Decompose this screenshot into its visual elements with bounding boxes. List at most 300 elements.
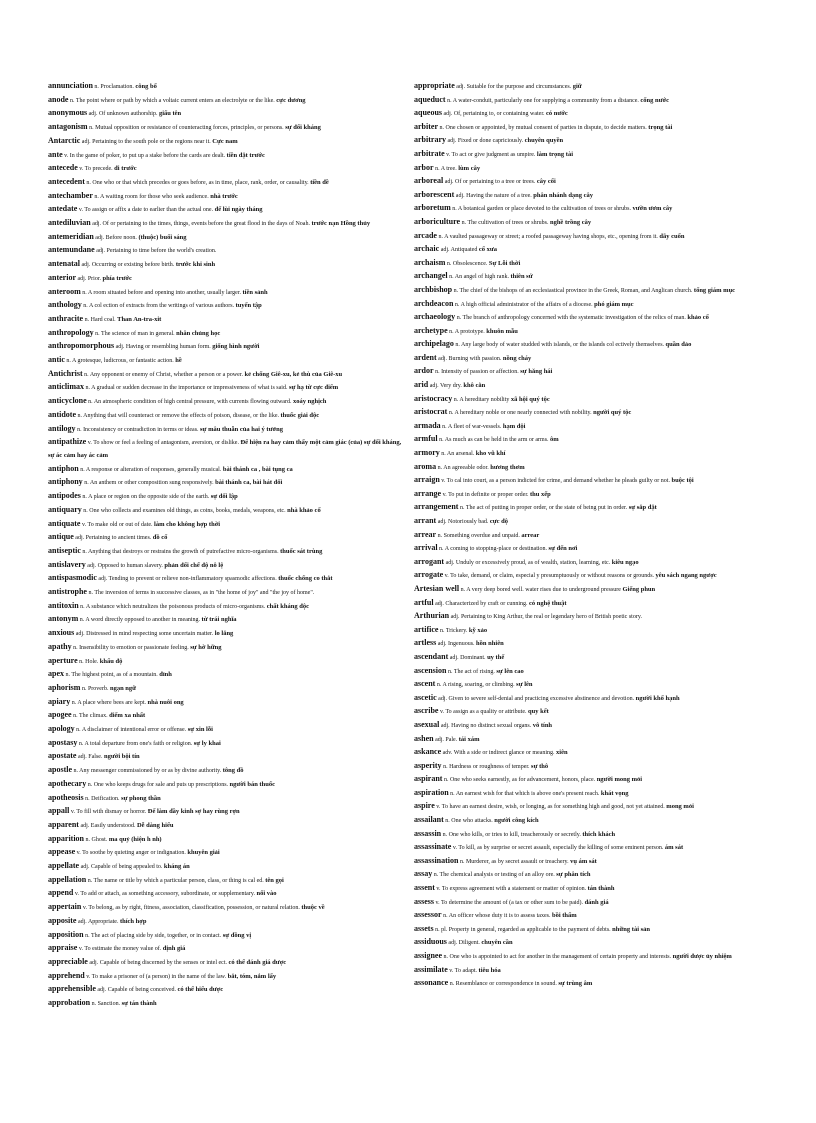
definition: n. A substance which neutralizes the poisonous products of micro-organisms.: [78, 603, 267, 610]
translation: ma quỷ (hiện h nh): [108, 835, 162, 843]
definition: n. Any large body of water studded with islands, or the islands col ectively themselves.: [453, 342, 666, 349]
headword: Antarctic: [48, 135, 81, 145]
translation: tổng giám mục: [693, 286, 736, 294]
headword: ascetic: [414, 692, 437, 702]
headword: apostasy: [48, 737, 78, 747]
definition: n. An anthem or other composition sung responsively.: [82, 480, 216, 487]
headword: arrant: [414, 516, 437, 525]
translation: chuyên quyền: [524, 137, 564, 145]
definition: adj. Pertaining to ancient times.: [73, 535, 153, 542]
headword: antislavery: [48, 559, 86, 569]
entry-antarctic: [48, 135, 408, 149]
translation: chuyên cần: [481, 939, 513, 947]
entry-anticlimax: [48, 381, 408, 395]
entry-antiseptic: [48, 545, 408, 559]
translation: bài thánh ca, bài hát đối: [215, 479, 283, 487]
translation: vườn ươm cây: [632, 205, 673, 213]
definition: adj. Pertaining to the south pole or the regions near it.: [80, 138, 213, 145]
entry-anticyclone: [48, 395, 408, 409]
definition: n. The act of putting in proper order, or the state of being put in order.: [458, 505, 629, 512]
definition: n. A fleet of war-vessels.: [440, 423, 503, 430]
translation: (thuộc) buổi sáng: [138, 233, 187, 241]
headword: antitoxin: [48, 600, 79, 610]
entry-apposite: [48, 915, 408, 929]
translation: ám sát: [664, 844, 684, 852]
definition: adj. Given to severe self-denial and practicing excessive abstinence and devotion.: [436, 695, 636, 702]
translation: người quý tộc: [593, 409, 632, 417]
headword: ascribe: [414, 706, 439, 716]
translation: thuốc giải độc: [280, 411, 320, 419]
entry-antemeridian: [48, 231, 408, 245]
headword: arrear: [414, 529, 437, 539]
translation: nối vào: [256, 890, 277, 898]
translation: có nước: [546, 110, 568, 118]
entry-assassination: [414, 855, 786, 869]
entry-archangel: [414, 270, 786, 284]
definition: n. The name or title by which a particular person, class, or thing is cal ed.: [86, 877, 266, 884]
headword: antipathize: [48, 437, 87, 447]
entry-antonym: [48, 613, 408, 627]
headword: arcade: [414, 230, 437, 240]
entry-assonance: [414, 977, 786, 991]
translation: phản đối chế độ nô lệ: [164, 561, 224, 569]
entry-artesian-well: [414, 583, 786, 597]
headword: assimilate: [414, 964, 448, 974]
definition: adj. Diligent.: [446, 940, 482, 947]
headword: anthropology: [48, 327, 94, 337]
definition: adj. Having or resembling human form.: [114, 344, 213, 351]
definition: v. To soothe by quieting anger or indignation.: [75, 850, 188, 857]
translation: kẻ chống Giê-xu, kẻ thù của Giê-xu: [244, 370, 343, 378]
definition: n. pl. Property in general, regarded as applicable to the payment of debts.: [433, 926, 613, 933]
definition: adj. Capable of being discerned by the senses or intel ect.: [87, 960, 229, 966]
headword: anthology: [48, 300, 82, 310]
entry-appertain: [48, 901, 408, 915]
headword: ardor: [414, 366, 434, 376]
entry-aphorism: [48, 682, 408, 696]
headword: assonance: [414, 978, 449, 988]
entry-antipathize: [48, 436, 408, 462]
entry-assailant: [414, 814, 786, 828]
entry-anthropomorphous: [48, 340, 408, 354]
entry-aqueous: [414, 107, 786, 121]
definition: n. An earnest wish for that which is above one's present reach.: [448, 790, 601, 797]
translation: tiền sảnh: [242, 288, 268, 296]
definition: n. Inconsistency or contradiction in terms or ideas.: [75, 426, 201, 433]
definition: n. The highest point, as of a mountain.: [64, 672, 160, 679]
definition: n. A prototype.: [447, 328, 487, 335]
entry-archipelago: [414, 338, 786, 352]
definition: adj. Appropriate.: [76, 918, 120, 925]
translation: tông đồ: [222, 767, 244, 775]
translation: thuốc sát trùng: [280, 547, 323, 555]
definition: n. An officer whose duty it is to assess taxes.: [441, 913, 552, 920]
translation: bắt, tóm, nắm lấy: [227, 972, 277, 980]
headword: anticlimax: [48, 382, 84, 392]
translation: cống nước: [640, 96, 670, 104]
headword: antilogy: [48, 423, 76, 433]
translation: xiên: [556, 749, 568, 757]
entry-append: [48, 887, 408, 901]
headword: ashen: [414, 733, 434, 743]
translation: sự đối kháng: [285, 124, 321, 132]
definition: v. To take, demand, or claim, especial y presumptuously or without reasons or grounds.: [443, 573, 656, 580]
definition: adj. Unduly or excessively proud, as of wealth, station, learning, etc.: [444, 559, 612, 566]
definition: adj. Antiquated: [439, 247, 479, 254]
definition: n. Something overdue and unpaid.: [436, 532, 522, 539]
translation: sự mâu thuẫn của hai ý tưởng: [200, 425, 283, 433]
entry-assassin: [414, 828, 786, 842]
translation: cực độ: [489, 518, 509, 525]
entry-antagonism: [48, 121, 408, 135]
definition: n. Hardness or roughness of temper.: [441, 763, 532, 770]
translation: để lùi ngày tháng: [214, 206, 263, 214]
entry-apiary: [48, 696, 408, 710]
definition: n. The branch of anthropology concerned with the systematic investigation of the relics of man.: [455, 315, 688, 322]
definition: v. To act or give judgment as umpire.: [444, 151, 537, 158]
translation: sự trùng âm: [558, 980, 593, 988]
entry-antislavery: [48, 559, 408, 573]
translation: kiêu ngạo: [611, 558, 639, 566]
headword: appropriate: [414, 81, 455, 90]
headword: antidote: [48, 409, 76, 419]
entry-arraign: [414, 474, 786, 488]
headword: apparition: [48, 833, 85, 843]
headword: antiquary: [48, 504, 82, 514]
headword: anode: [48, 94, 69, 104]
definition: adj. Pertaining to time before the world's creation.: [94, 248, 217, 255]
entry-archaism: [414, 257, 786, 271]
translation: xã hội quý tộc: [510, 395, 550, 403]
translation: sự hăng hái: [520, 368, 553, 376]
headword: archangel: [414, 271, 448, 281]
definition: v. To add or attach, as something accessory, subordinate, or supplementary.: [73, 891, 257, 898]
definition: v. To make old or out of date.: [80, 521, 155, 528]
entry-archaic: [414, 243, 786, 257]
headword: apology: [48, 724, 75, 734]
entry-antenatal: [48, 258, 408, 272]
headword: apothecary: [48, 778, 87, 788]
translation: định giá: [162, 945, 186, 953]
definition: n. A waiting room for those who seek audience.: [92, 193, 211, 200]
translation: trước khi sinh: [175, 261, 216, 269]
headword: ascent: [414, 679, 436, 689]
translation: nhà khảo cổ: [287, 506, 321, 514]
headword: anthracite: [48, 313, 84, 323]
headword: ascendant: [414, 651, 449, 661]
headword: arrogant: [414, 556, 445, 566]
definition: n. A gradual or sudden decrease in the importance or impressiveness of what is said.: [84, 385, 289, 392]
definition: n. One who seeks earnestly, as for advancement, honors, place.: [442, 777, 597, 784]
entry-ascribe: [414, 705, 786, 719]
headword: askance: [414, 747, 442, 757]
definition: adv. With a side or indirect glance or meaning.: [441, 750, 557, 757]
definition: n. A rising, soaring, or climbing.: [435, 682, 517, 689]
translation: cổ xưa: [478, 246, 498, 254]
definition: v. To assign or affix a date to earlier than the actual one.: [77, 207, 215, 214]
definition: n. A grotesque, ludicrous, or fantastic action.: [64, 358, 176, 365]
entry-apostasy: [48, 737, 408, 751]
translation: sự sắp đặt: [628, 504, 657, 512]
translation: nồng cháy: [502, 354, 532, 362]
translation: có nghệ thuật: [529, 599, 567, 607]
translation: sự đến nơi: [548, 545, 578, 553]
headword: approbation: [48, 998, 91, 1008]
headword: arrival: [414, 543, 438, 553]
entry-assay: [414, 868, 786, 882]
definition: adj. Capable of being conceived.: [95, 987, 178, 994]
definition: v. To express agreement with a statement or matter of opinion.: [434, 886, 588, 893]
translation: phía trước: [102, 274, 132, 282]
definition: adj. Easily understood.: [78, 822, 137, 829]
headword: antediluvian: [48, 218, 91, 228]
translation: thu xếp: [530, 490, 551, 498]
entry-arbor: [414, 162, 786, 176]
headword: antistrophe: [48, 587, 87, 597]
entry-assignee: [414, 950, 786, 964]
headword: apex: [48, 669, 64, 679]
headword: asperity: [414, 760, 442, 770]
entry-antic: [48, 354, 408, 368]
headword: archbishop: [414, 284, 453, 294]
entry-antemundane: [48, 244, 408, 258]
headword: ardent: [414, 352, 437, 362]
entry-antilogy: [48, 423, 408, 437]
definition: n. The climax.: [71, 713, 110, 720]
entry-arrival: [414, 542, 786, 556]
definition: adj. False.: [76, 754, 104, 761]
translation: chất kháng độc: [266, 602, 309, 610]
headword: antiquate: [48, 518, 81, 528]
headword: aphorism: [48, 682, 81, 692]
definition: n. Proverb.: [80, 685, 110, 692]
entry-anterior: [48, 272, 408, 286]
entry-apparent: [48, 819, 408, 833]
definition: n. A vaulted passageway or street; a roofed passageway having shops, etc., opening from it.: [436, 233, 660, 240]
definition: n. A word directly opposed to another in meaning.: [78, 617, 202, 624]
headword: apostate: [48, 751, 77, 761]
translation: khuyên giải: [187, 849, 220, 857]
translation: khảo cổ: [687, 314, 709, 322]
entry-arrangement: [414, 501, 786, 515]
entry-anthology: [48, 299, 408, 313]
headword: Arthurian: [414, 611, 450, 621]
headword: anteroom: [48, 286, 81, 296]
entry-appropriate: [414, 80, 786, 94]
entry-ascendant: [414, 651, 786, 665]
definition: adj. Opposed to human slavery.: [85, 562, 165, 569]
headword: antagonism: [48, 122, 88, 132]
translation: trọng tài: [648, 123, 673, 131]
headword: armada: [414, 420, 441, 430]
headword: aqueous: [414, 108, 443, 118]
headword: antiseptic: [48, 545, 81, 555]
translation: khát vọng: [600, 789, 629, 797]
definition: adj. Tending to prevent or relieve non-inflammatory spasmodic affections.: [96, 576, 279, 583]
translation: hồn nhiên: [476, 640, 504, 648]
definition: n. Sanction.: [90, 1001, 122, 1008]
entry-antediluvian: [48, 217, 408, 231]
entry-arcade: [414, 230, 786, 244]
definition: v. To make a prisoner of (a person) in the name of the law.: [84, 973, 228, 980]
entry-arbiter: [414, 121, 786, 135]
translation: tái xám: [458, 735, 480, 743]
definition: n. One who kills, or tries to kill, treacherously or secretly.: [441, 831, 583, 838]
headword: assess: [414, 896, 435, 906]
definition: n. The point where or path by which a voltaic current enters an electrolyte or the like.: [68, 97, 277, 104]
definition: adj. Pale.: [433, 736, 459, 743]
headword: aristocrat: [414, 407, 448, 417]
entry-armful: [414, 433, 786, 447]
headword: assignee: [414, 951, 442, 960]
translation: Than An-tra-xit: [117, 315, 162, 323]
translation: sự hạ từ cực điểm: [288, 384, 339, 392]
entry-antedate: [48, 203, 408, 217]
entry-apposition: [48, 929, 408, 943]
translation: thiên sứ: [510, 273, 533, 281]
entry-ascent: [414, 678, 786, 692]
headword: archaic: [414, 244, 440, 254]
headword: antemundane: [48, 245, 95, 255]
entry-antique: [48, 531, 408, 545]
headword: apprehensible: [48, 984, 96, 994]
entry-apex: [48, 668, 408, 682]
translation: đánh giá: [584, 898, 609, 906]
definition: v. To precede.: [77, 166, 115, 173]
entry-arboretum: [414, 202, 786, 216]
definition: adj. Dominant.: [448, 654, 488, 661]
headword: appease: [48, 847, 76, 857]
translation: thuốc chống co thắt: [278, 575, 333, 583]
definition: n. A very deep bored well. water rises due to underground pressure: [459, 586, 623, 593]
definition: n. A water-conduit, particularly one for supplying a community from a distance.: [445, 97, 641, 104]
headword: apostle: [48, 765, 72, 775]
right-column: [414, 80, 786, 991]
headword: appreciable: [48, 957, 88, 966]
headword: assiduous: [414, 937, 447, 947]
headword: archaism: [414, 257, 446, 267]
definition: adj. Burning with passion.: [436, 355, 503, 362]
definition: v. To put in definite or proper order.: [441, 491, 531, 498]
headword: artifice: [414, 624, 439, 634]
entry-assassinate: [414, 841, 786, 855]
definition: n. The cultivation of trees or shrubs.: [460, 219, 550, 226]
definition: n. A place where bees are kept.: [70, 699, 148, 706]
headword: arrogate: [414, 570, 444, 580]
entry-aroma: [414, 461, 786, 475]
definition: n. A room situated before and opening into another, usually larger.: [80, 289, 243, 296]
definition: n. One chosen or appointed, by mutual consent of parties in dispute, to decide matters.: [438, 124, 649, 131]
headword: arrange: [414, 488, 442, 498]
headword: append: [48, 888, 74, 898]
definition: n. Murderer, as by secret assault or treachery.: [458, 858, 571, 865]
translation: Để hiện ra hay cảm thấy một cảm giác (của) sự đối kháng, sự ác cảm hay ác cảm: [48, 439, 402, 459]
translation: sự phong thần: [121, 794, 161, 802]
translation: quy kết: [528, 708, 549, 716]
entry-archdeacon: [414, 298, 786, 312]
translation: người bội tín: [103, 753, 140, 761]
headword: assets: [414, 923, 434, 933]
translation: Cực nam: [212, 137, 238, 145]
entry-appreciable: [48, 956, 408, 970]
definition: n. A coming to stopping-place or destination.: [437, 546, 549, 553]
translation: lo lắng: [214, 630, 234, 638]
entry-apprehend: [48, 970, 408, 984]
translation: sự thô: [531, 762, 549, 770]
translation: yêu sách ngang ngược: [655, 572, 717, 580]
entry-artifice: [414, 624, 786, 638]
translation: thích hợp: [119, 917, 147, 925]
translation: lùm cây: [458, 164, 481, 172]
translation: hề: [175, 357, 182, 365]
definition: n. Hole.: [77, 658, 100, 665]
entry-anonymous: [48, 107, 408, 121]
headword: appertain: [48, 902, 82, 912]
translation: nhà trước: [210, 192, 238, 200]
translation: nhân chủng học: [176, 329, 221, 337]
definition: n. Intensity of passion or affection.: [433, 369, 521, 376]
translation: khẩu độ: [99, 657, 123, 665]
entry-aristocracy: [414, 393, 786, 407]
headword: appraise: [48, 943, 78, 953]
entry-antiphony: [48, 476, 408, 490]
entry-askance: [414, 746, 786, 760]
headword: appellate: [48, 861, 80, 871]
headword: arborescent: [414, 189, 455, 199]
headword: antenatal: [48, 259, 80, 269]
entry-arrogate: [414, 569, 786, 583]
entry-armada: [414, 420, 786, 434]
definition: n. One who or that which precedes or goes before, as in time, place, rank, order, or causality.: [84, 179, 311, 186]
headword: asexual: [414, 719, 440, 729]
headword: aperture: [48, 655, 78, 665]
definition: n. An agreeable odor.: [436, 464, 491, 471]
definition: n. The act of rising.: [446, 668, 497, 675]
definition: v. To kill, as by surprise or secret assault, especially the killing of some eminent person.: [451, 845, 665, 852]
headword: arboreal: [414, 176, 444, 186]
entry-apotheosis: [48, 792, 408, 806]
entry-apostle: [48, 764, 408, 778]
headword: arraign: [414, 475, 440, 485]
translation: người bán thuốc: [229, 780, 275, 788]
translation: làm cho không hợp thời: [154, 520, 221, 528]
translation: phân nhánh dạng cây: [533, 191, 594, 199]
entry-apothecary: [48, 778, 408, 792]
entry-arrange: [414, 488, 786, 502]
headword: anonymous: [48, 108, 88, 118]
entry-archetype: [414, 325, 786, 339]
definition: v. In the game of poker, to put up a stake before the cards are dealt.: [62, 152, 227, 159]
entry-apathy: [48, 641, 408, 655]
entry-assess: [414, 896, 786, 910]
entry-arthurian: [414, 610, 786, 624]
definition: n. Any opponent or enemy of Christ, whether a person or a power.: [82, 371, 245, 378]
definition: adj. Having no distinct sexual organs.: [439, 722, 533, 729]
entry-apogee: [48, 709, 408, 723]
headword: antonym: [48, 614, 79, 624]
translation: bồi thẩm: [551, 912, 577, 920]
entry-arrogant: [414, 556, 786, 570]
headword: aspiration: [414, 787, 449, 797]
definition: n. A botanical garden or place devoted to the cultivation of trees or shrubs.: [450, 206, 633, 213]
headword: aristocracy: [414, 393, 453, 403]
definition: n. One who collects and examines old things, as coins, books, medals, weapons, etc.: [81, 507, 288, 514]
translation: tiêu hóa: [478, 966, 501, 974]
definition: v. To belong, as by right, fitness, association, classification, possession, or natural relation.: [81, 905, 302, 912]
headword: artless: [414, 638, 437, 648]
headword: arrangement: [414, 502, 459, 512]
translation: uy thế: [487, 653, 505, 661]
